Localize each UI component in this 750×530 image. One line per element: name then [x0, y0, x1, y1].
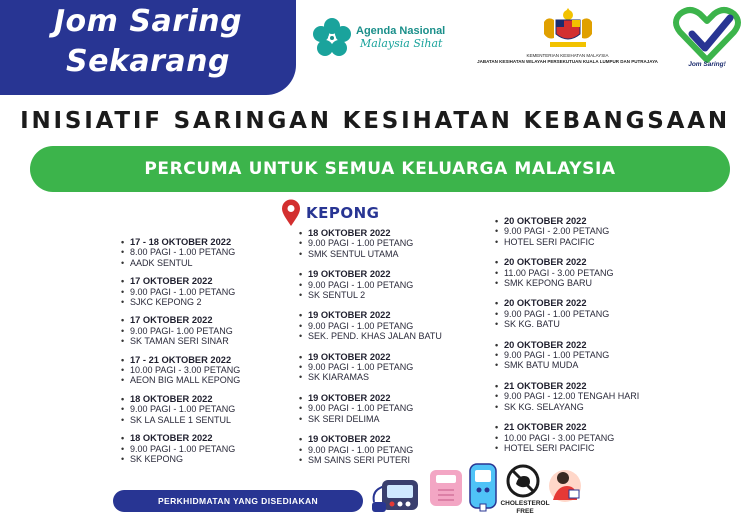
schedule-time: • 9.00 PAGI - 1.00 PETANG: [298, 445, 498, 455]
schedule-date: • 17 - 21 OKTOBER 2022: [120, 355, 320, 365]
coat-of-arms-icon: [538, 6, 598, 50]
schedule-time: • 9.00 PAGI - 1.00 PETANG: [494, 350, 694, 360]
schedule-time: • 9.00 PAGI - 1.00 PETANG: [298, 403, 498, 413]
agenda-nasional-text: Agenda Nasional: [356, 25, 446, 37]
schedule-venue: • AADK SENTUL: [120, 258, 320, 268]
schedule-column-2: [298, 228, 498, 475]
schedule-time: • 9.00 PAGI - 1.00 PETANG: [120, 404, 320, 414]
schedule-time: • 9.00 PAGI - 1.00 PETANG: [298, 238, 498, 248]
jom-saring-banner: [0, 0, 296, 95]
schedule-entry: [298, 269, 498, 300]
schedule-date: • 17 OKTOBER 2022: [120, 315, 320, 325]
schedule-time: • 9.00 PAGI - 1.00 PETANG: [298, 321, 498, 331]
schedule-time: • 8.00 PAGI - 1.00 PETANG: [120, 247, 320, 257]
schedule-entry: [494, 298, 694, 329]
schedule-venue: • SK KIARAMAS: [298, 372, 498, 382]
schedule-venue: • SMK SENTUL UTAMA: [298, 249, 498, 259]
services-label: PERKHIDMATAN YANG DISEDIAKAN: [113, 490, 363, 512]
schedule-date: • 20 OKTOBER 2022: [494, 298, 694, 308]
schedule-time: • 9.00 PAGI - 1.00 PETANG: [494, 309, 694, 319]
health-consultation-icon: [548, 466, 582, 506]
schedule-entry: [120, 433, 320, 464]
location-pin-icon: [281, 199, 301, 227]
schedule-date: • 17 - 18 OKTOBER 2022: [120, 237, 320, 247]
schedule-venue: • SJKC KEPONG 2: [120, 297, 320, 307]
schedule-venue: • SK KEPONG: [120, 454, 320, 464]
schedule-time: • 9.00 PAGI- 1.00 PETANG: [120, 326, 320, 336]
schedule-date: • 18 OKTOBER 2022: [120, 394, 320, 404]
schedule-entry: [494, 257, 694, 288]
schedule-date: • 20 OKTOBER 2022: [494, 216, 694, 226]
jom-saring-logo-text: Jom Saring!: [688, 61, 726, 68]
blood-pressure-monitor-icon: [370, 472, 422, 516]
schedule-date: • 19 OKTOBER 2022: [298, 310, 498, 320]
schedule-venue: • HOTEL SERI PACIFIC: [494, 237, 694, 247]
weighing-scale-icon: [428, 468, 464, 508]
schedule-date: • 19 OKTOBER 2022: [298, 393, 498, 403]
schedule-time: • 9.00 PAGI - 1.00 PETANG: [120, 444, 320, 454]
schedule-date: • 21 OKTOBER 2022: [494, 381, 694, 391]
schedule-time: • 10.00 PAGI - 3.00 PETANG: [494, 433, 694, 443]
schedule-venue: • SMK BATU MUDA: [494, 360, 694, 370]
banner-line-2: Sekarang: [65, 44, 231, 79]
schedule-time: • 11.00 PAGI - 3.00 PETANG: [494, 268, 694, 278]
ministry-text: [470, 53, 665, 65]
cholesterol-free-label: CHOLESTEROL FREE: [500, 500, 550, 515]
schedule-entry: [298, 393, 498, 424]
schedule-date: • 18 OKTOBER 2022: [298, 228, 498, 238]
schedule-venue: • SK TAMAN SERI SINAR: [120, 336, 320, 346]
schedule-entry: [298, 228, 498, 259]
schedule-venue: • SK LA SALLE 1 SENTUL: [120, 415, 320, 425]
schedule-entry: [298, 434, 498, 465]
cholesterol-free-icon: [506, 464, 540, 498]
schedule-entry: [494, 216, 694, 247]
schedule-venue: • SM SAINS SERI PUTERI: [298, 455, 498, 465]
schedule-date: • 17 OKTOBER 2022: [120, 276, 320, 286]
schedule-entry: [120, 355, 320, 386]
schedule-time: • 9.00 PAGI - 1.00 PETANG: [298, 280, 498, 290]
schedule-date: • 20 OKTOBER 2022: [494, 257, 694, 267]
schedule-entry: [494, 422, 694, 453]
ministry-line-1: KEMENTERIAN KESIHATAN MALAYSIA: [526, 53, 609, 58]
schedule-venue: • SK SENTUL 2: [298, 290, 498, 300]
subtitle-banner: PERCUMA UNTUK SEMUA KELUARGA MALAYSIA: [30, 146, 730, 192]
schedule-venue: • SK SERI DELIMA: [298, 414, 498, 424]
schedule-entry: [494, 340, 694, 371]
schedule-venue: • SK KG. SELAYANG: [494, 402, 694, 412]
schedule-date: • 19 OKTOBER 2022: [298, 269, 498, 279]
schedule-entry: [494, 381, 694, 412]
schedule-entry: [120, 276, 320, 307]
schedule-column-1: [120, 237, 320, 472]
schedule-time: • 9.00 PAGI - 1.00 PETANG: [298, 362, 498, 372]
schedule-time: • 10.00 PAGI - 3.00 PETANG: [120, 365, 320, 375]
schedule-date: • 18 OKTOBER 2022: [120, 433, 320, 443]
schedule-entry: [120, 237, 320, 268]
schedule-time: • 9.00 PAGI - 2.00 PETANG: [494, 226, 694, 236]
schedule-venue: • SMK KEPONG BARU: [494, 278, 694, 288]
schedule-time: • 9.00 PAGI - 1.00 PETANG: [120, 287, 320, 297]
schedule-date: • 20 OKTOBER 2022: [494, 340, 694, 350]
schedule-venue: • HOTEL SERI PACIFIC: [494, 443, 694, 453]
schedule-entry: [120, 315, 320, 346]
banner-line-1: Jom Saring: [53, 4, 243, 39]
heart-check-logo-icon: [672, 4, 742, 66]
schedule-entry: [298, 310, 498, 341]
schedule-venue: • SEK. PEND. KHAS JALAN BATU: [298, 331, 498, 341]
schedule-date: • 21 OKTOBER 2022: [494, 422, 694, 432]
schedule-column-3: [494, 216, 694, 463]
malaysia-sihat-text: Malaysia Sihat: [360, 37, 443, 50]
ministry-line-2: JABATAN KESIHATAN WILAYAH PERSEKUTUAN KUALA LUMPUR DAN PUTRAJAYA: [477, 59, 658, 64]
schedule-venue: • SK KG. BATU: [494, 319, 694, 329]
schedule-entry: [120, 394, 320, 425]
schedule-entry: [298, 352, 498, 383]
schedule-date: • 19 OKTOBER 2022: [298, 352, 498, 362]
page-title: INISIATIF SARINGAN KESIHATAN KEBANGSAAN: [20, 108, 730, 134]
schedule-time: • 9.00 PAGI - 12.00 TENGAH HARI: [494, 391, 694, 401]
schedule-date: • 19 OKTOBER 2022: [298, 434, 498, 444]
location-title: KEPONG: [306, 204, 380, 222]
schedule-venue: • AEON BIG MALL KEPONG: [120, 375, 320, 385]
